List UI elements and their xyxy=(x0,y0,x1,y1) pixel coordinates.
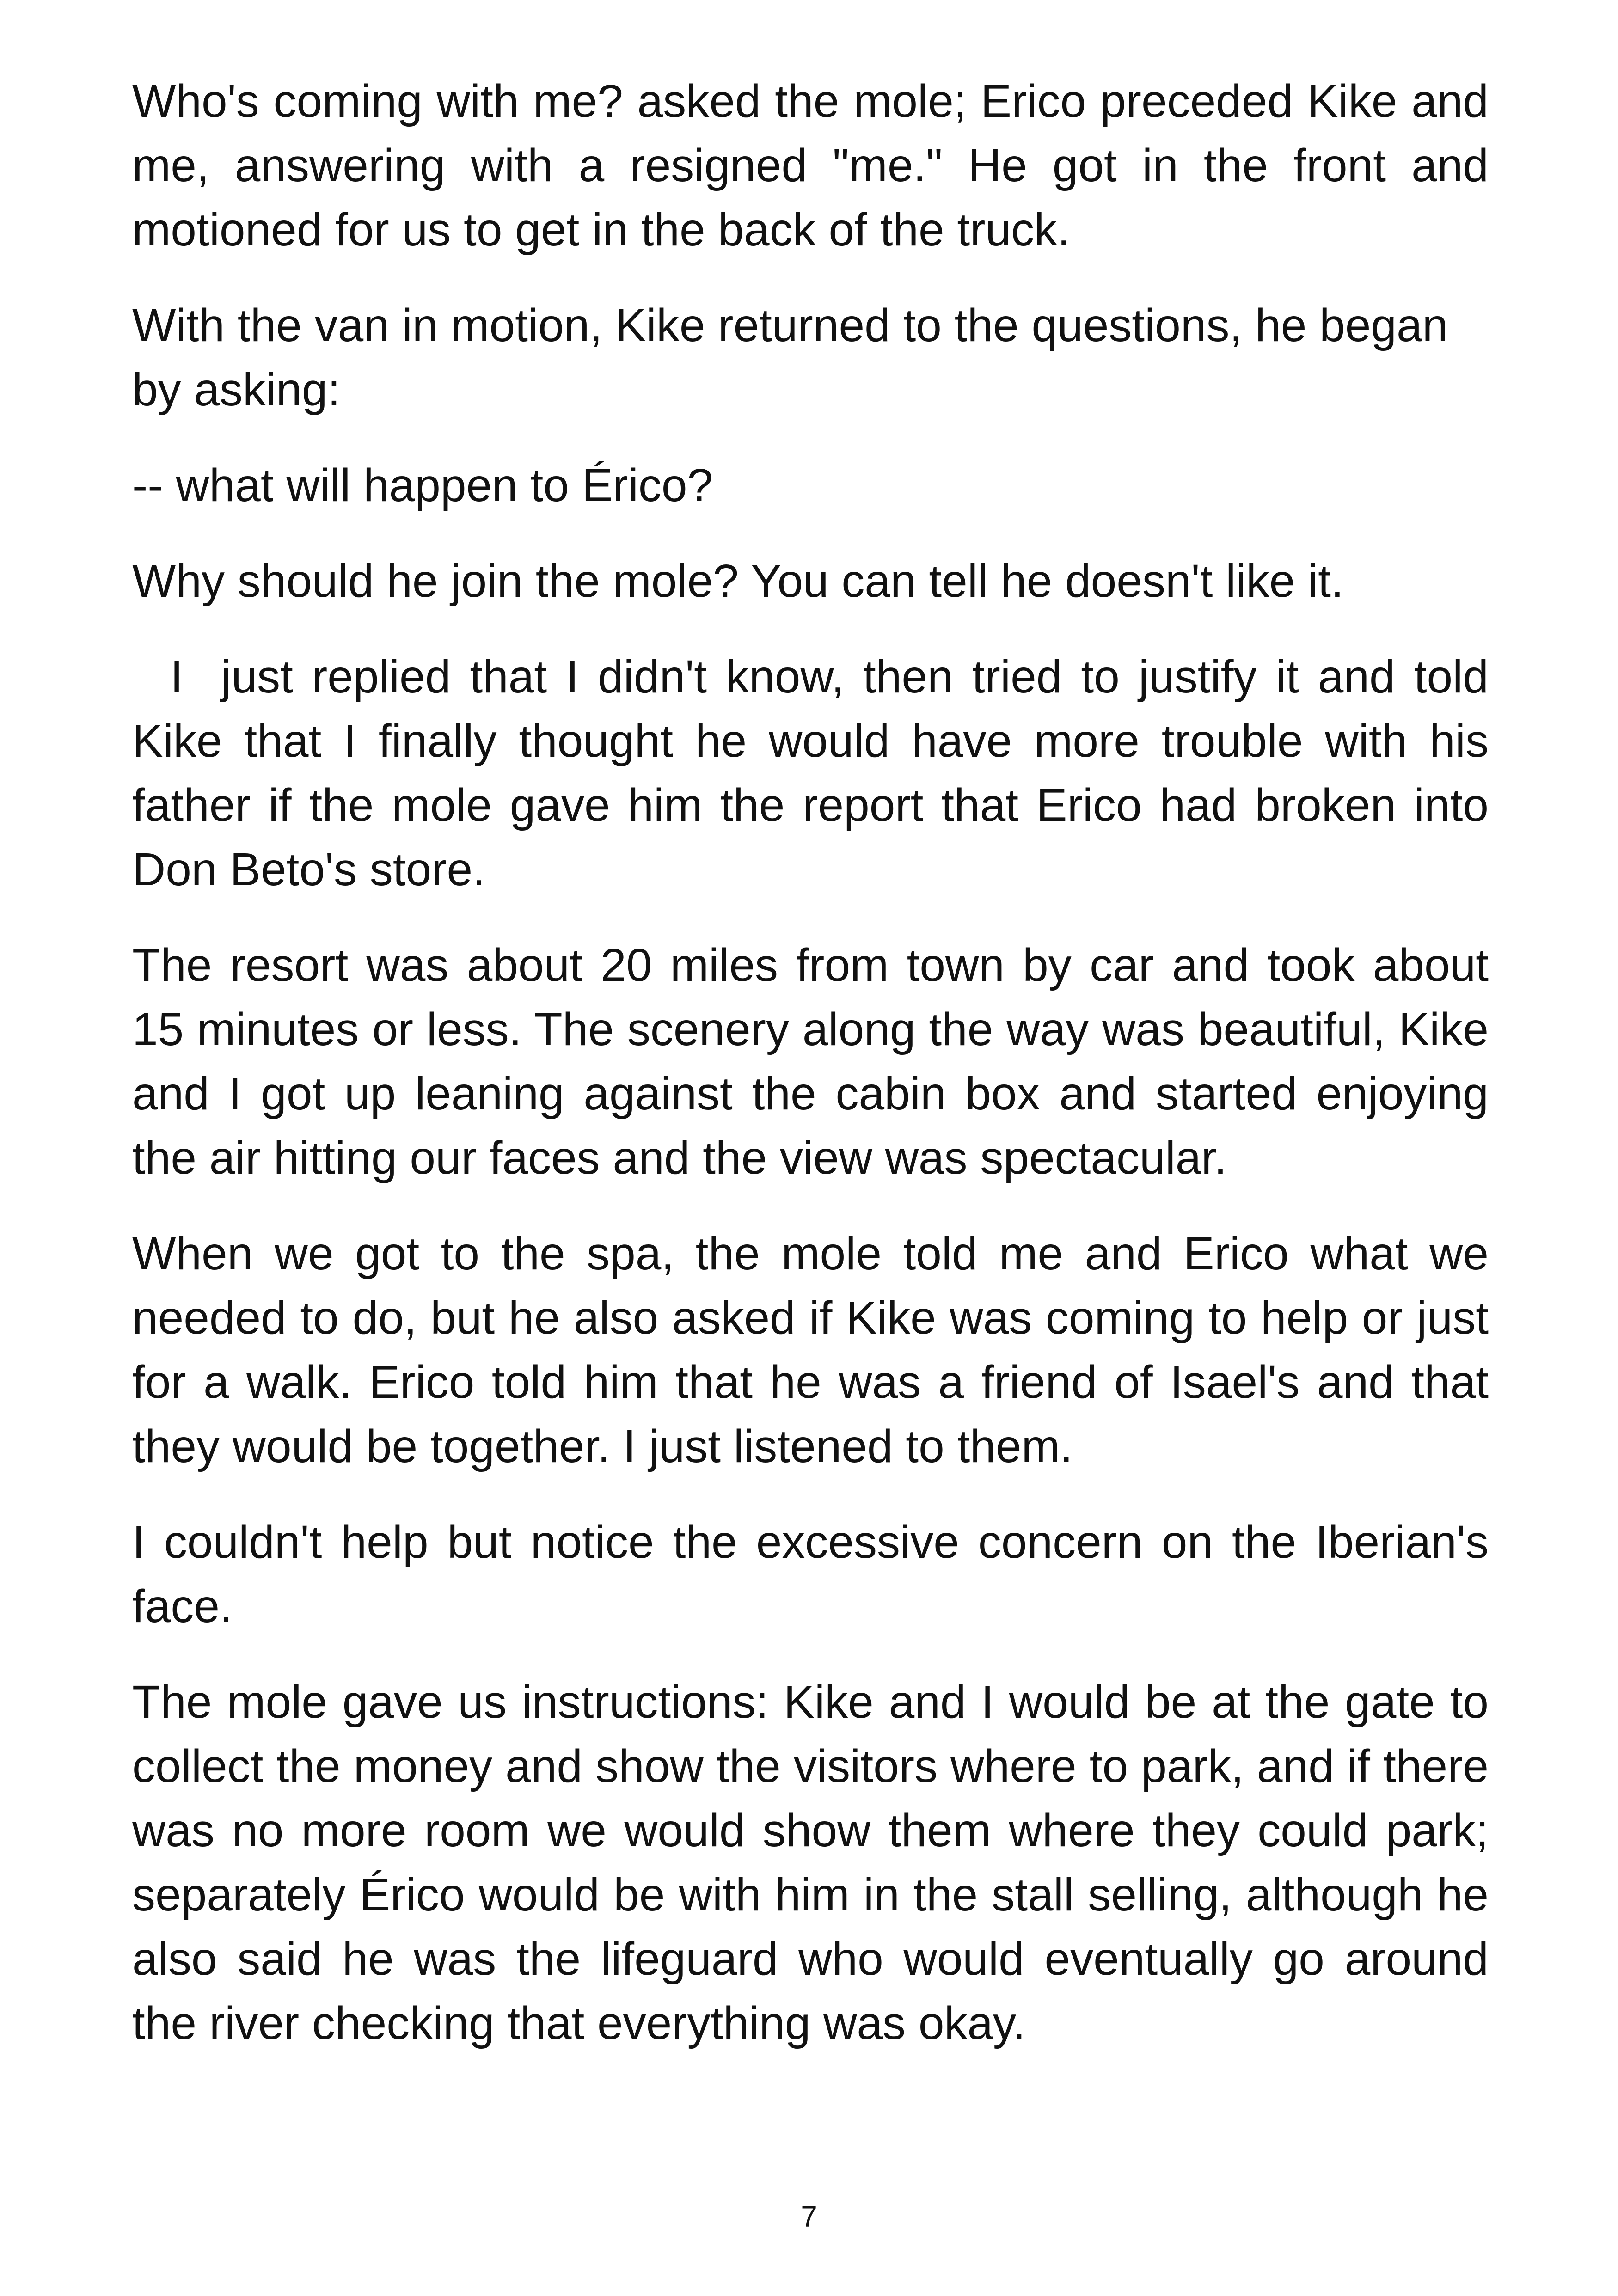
body-text xyxy=(132,69,1502,2087)
paragraph: The mole gave us instructions: Kike and I would be at the gate to collect the money and show the visitors where to park, and if there was no more room we would show them where they could park; separately Érico would be with him in the stall selling, although he also said he was the lifeguard who would eventually go around the river checking that everything was okay. xyxy=(132,1676,1502,2049)
paragraph: The resort was about 20 miles from town by car and took about 15 minutes or less. The scenery along the way was beautiful, Kike and I got up leaning against the cabin box and started enjoying the air hitting our faces and the view was spectacular. xyxy=(132,939,1502,1184)
paragraph: -- what will happen to Érico? xyxy=(132,459,713,511)
page-number: 7 xyxy=(801,2200,817,2233)
paragraph: I just replied that I didn't know, then tried to justify it and told Kike that I finally thought he would have more trouble with his father if the mole gave him the report that Erico had broken into Don Beto's store. xyxy=(132,651,1502,895)
paragraph: With the van in motion, Kike returned to the questions, he began by asking: xyxy=(132,300,1461,416)
paragraph: I couldn't help but notice the excessive concern on the Iberian's face. xyxy=(132,1516,1502,1632)
paragraph: When we got to the spa, the mole told me and Erico what we needed to do, but he also asked if Kike was coming to help or just for a walk. Erico told him that he was a friend of Isael's and that they would be together. I just listened to them. xyxy=(132,1228,1502,1472)
paragraph: Who's coming with me? asked the mole; Erico preceded Kike and me, answering with a resigned "me." He got in the front and motioned for us to get in the back of the truck. xyxy=(132,75,1502,256)
paragraph: Why should he join the mole? You can tell he doesn't like it. xyxy=(132,555,1344,607)
